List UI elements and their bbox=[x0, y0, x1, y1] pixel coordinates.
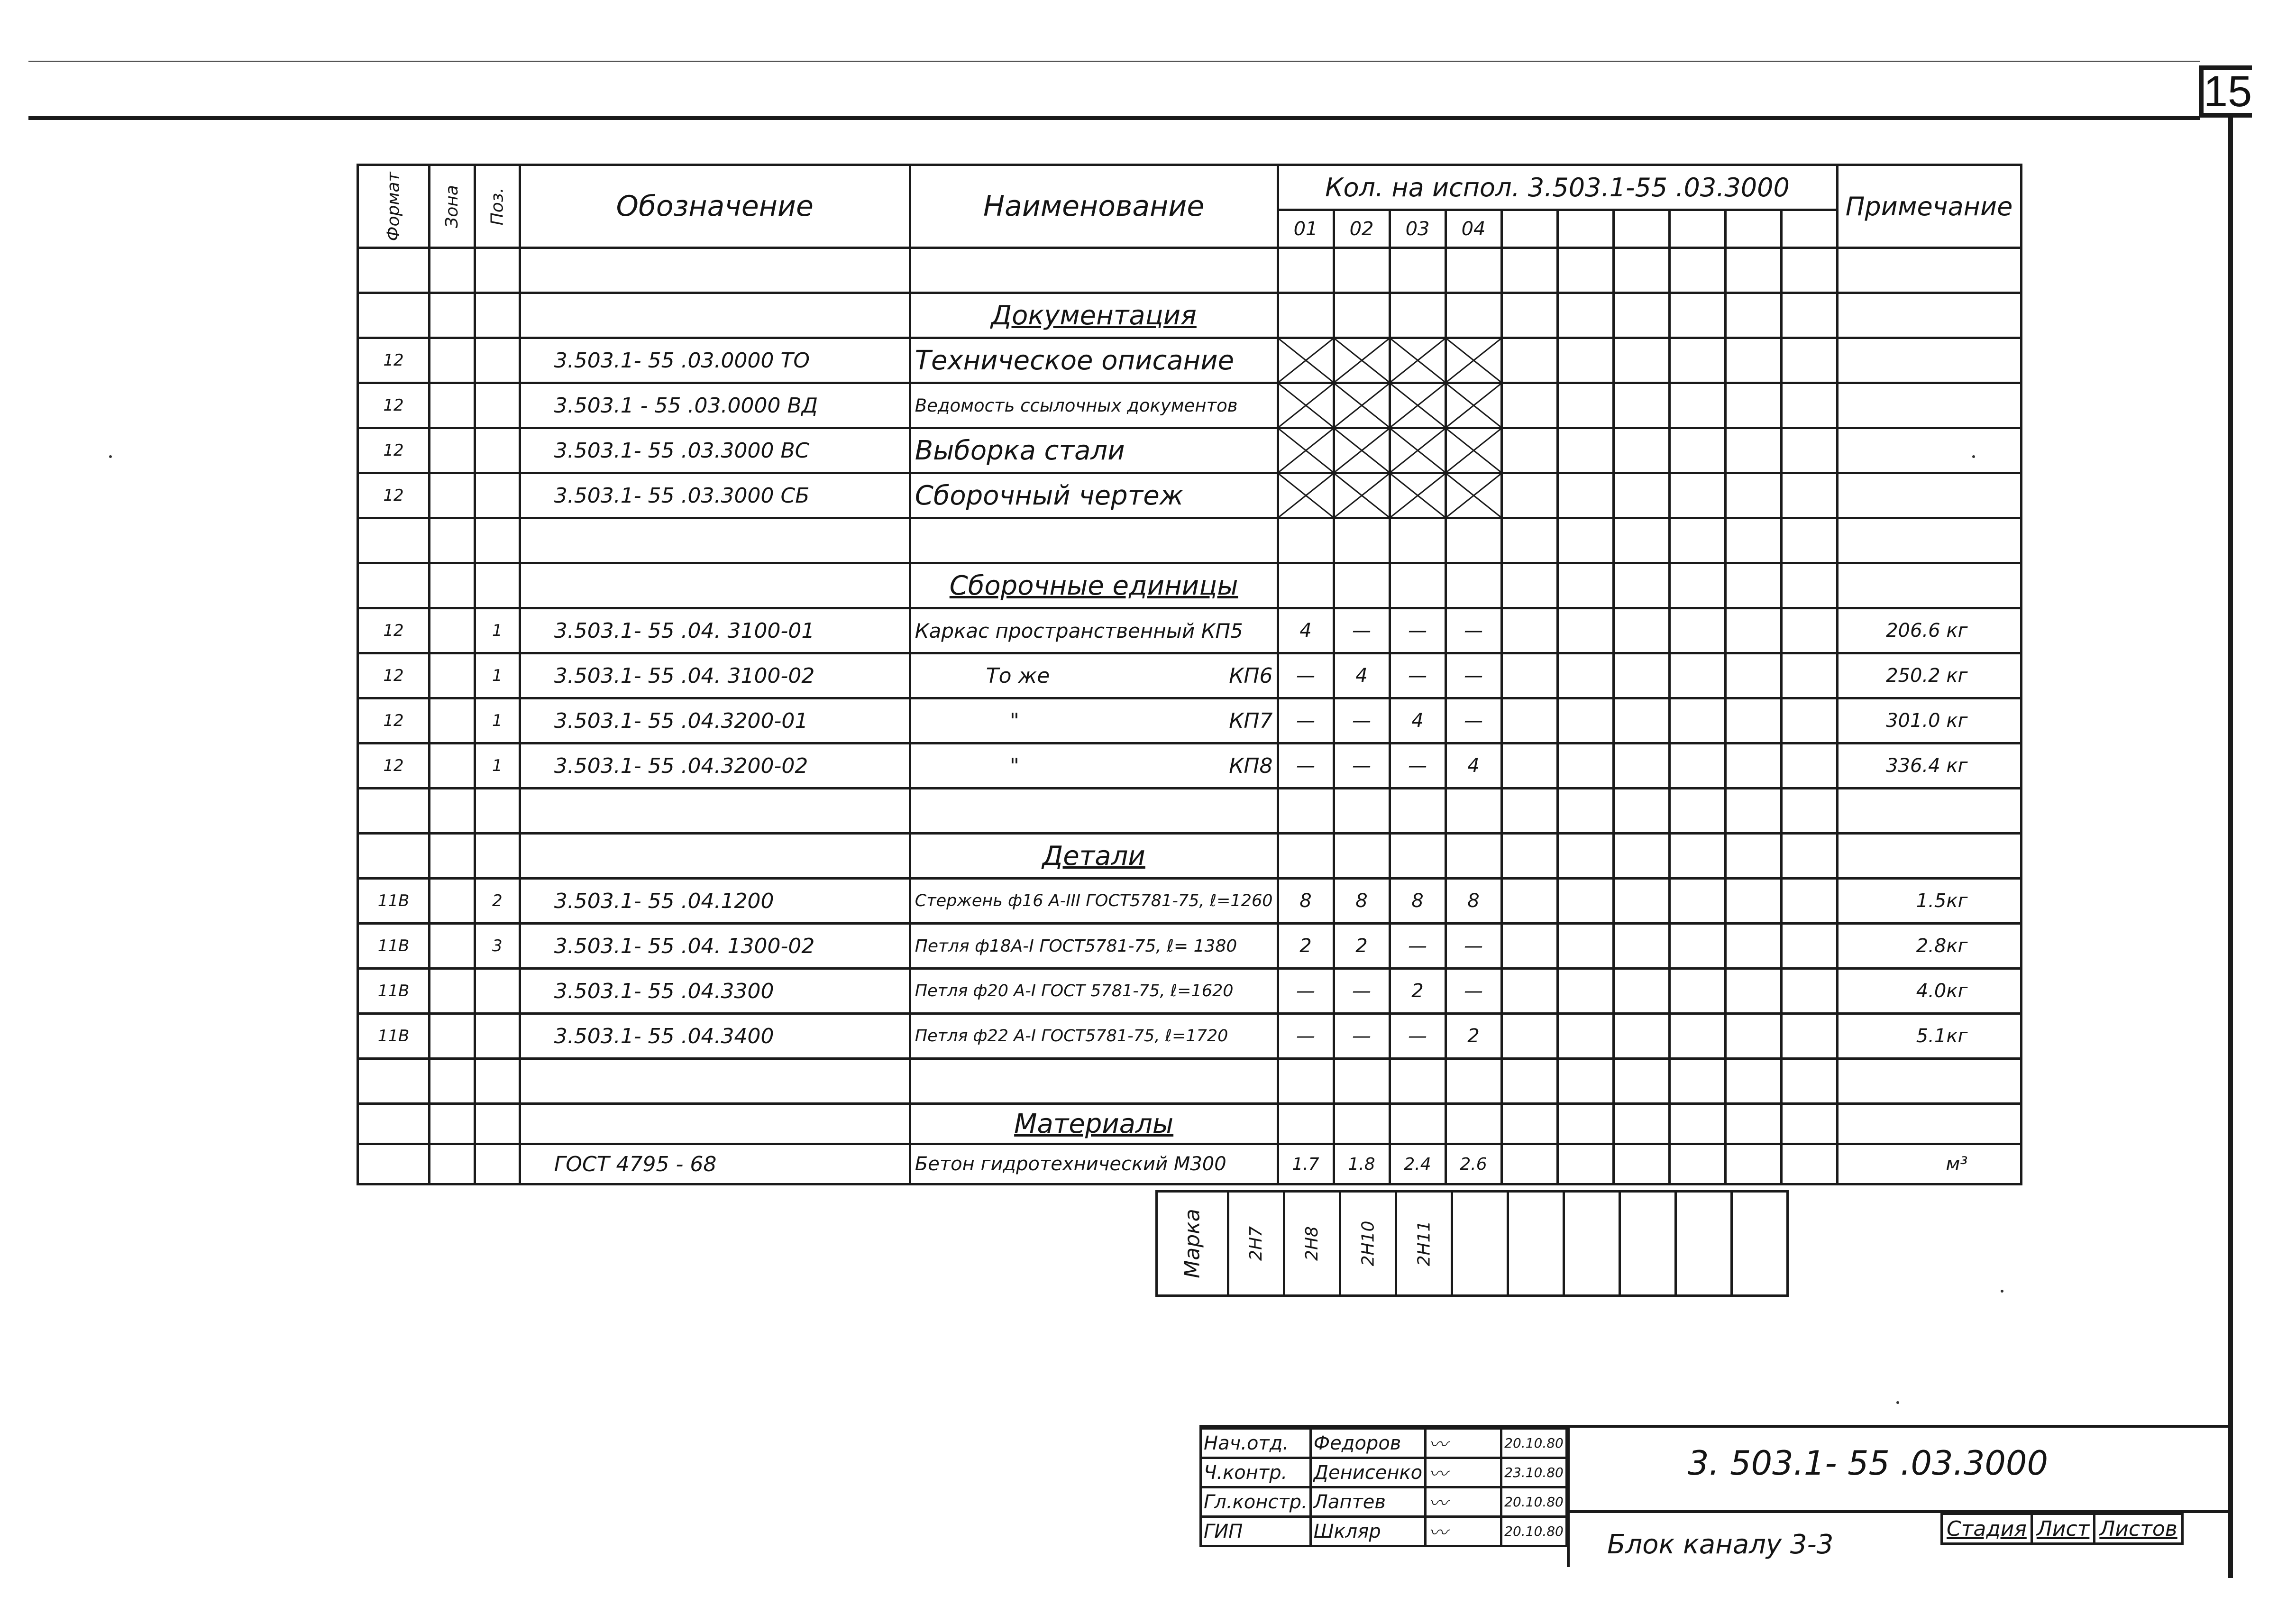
table-row bbox=[358, 428, 2022, 473]
qty-02: 2 bbox=[1334, 924, 1390, 969]
row-note: м³ bbox=[1837, 1144, 2021, 1184]
qty-01: — bbox=[1278, 969, 1334, 1014]
row-format: 11В bbox=[358, 969, 430, 1014]
row-designation: 3.503.1- 55 .04. 1300-02 bbox=[520, 924, 910, 969]
cross-mark bbox=[1278, 428, 1334, 473]
qty-04: 2.6 bbox=[1445, 1144, 1501, 1184]
signature-row: Ч.контр. Денисенко 〰 23.10.80 bbox=[1201, 1458, 1567, 1487]
header-designation: Обозначение bbox=[520, 165, 910, 248]
row-designation: 3.503.1- 55 .04.3300 bbox=[520, 969, 910, 1014]
table-row bbox=[358, 789, 2022, 834]
specification-table bbox=[357, 164, 2022, 1185]
frame-top-line bbox=[28, 116, 2200, 120]
table-row bbox=[358, 653, 2022, 698]
row-designation: 3.503.1 - 55 .03.0000 ВД bbox=[520, 383, 910, 428]
qty-02: — bbox=[1334, 969, 1390, 1014]
table-row bbox=[358, 518, 2022, 563]
marka-strip bbox=[1155, 1190, 1789, 1297]
qty-04: — bbox=[1445, 653, 1501, 698]
signature-icon: 〰 bbox=[1426, 1458, 1501, 1487]
table-row bbox=[358, 608, 2022, 653]
row-designation: 3.503.1- 55 .04.1200 bbox=[520, 879, 910, 924]
signature-row: ГИП Шкляр 〰 20.10.80 bbox=[1201, 1517, 1567, 1546]
qty-04: 2 bbox=[1445, 1014, 1501, 1059]
scan-speck bbox=[1972, 455, 1975, 458]
row-name: Петля ф22 А-I ГОСТ5781-75, ℓ=1720 bbox=[910, 1014, 1278, 1059]
row-name: Бетон гидротехнический М300 bbox=[910, 1144, 1278, 1184]
cross-mark bbox=[1445, 473, 1501, 518]
header-format: Формат bbox=[358, 165, 430, 248]
scan-speck bbox=[2001, 1290, 2003, 1293]
header-exec-02: 02 bbox=[1334, 210, 1390, 248]
row-designation: ГОСТ 4795 - 68 bbox=[520, 1144, 910, 1184]
block-title: Блок каналу 3-3 bbox=[1607, 1529, 1834, 1560]
qty-03: — bbox=[1390, 653, 1445, 698]
marka-value: 2Н10 bbox=[1340, 1192, 1396, 1296]
qty-01: — bbox=[1278, 1014, 1334, 1059]
table-row bbox=[358, 743, 2022, 789]
signature-row: Гл.констр. Лаптев 〰 20.10.80 bbox=[1201, 1487, 1567, 1517]
qty-03: 4 bbox=[1390, 698, 1445, 743]
section-row-documentation bbox=[358, 293, 2022, 338]
qty-01: 8 bbox=[1278, 879, 1334, 924]
section-materials: Материалы bbox=[910, 1104, 1278, 1144]
row-pos: 1 bbox=[475, 743, 520, 789]
table-row bbox=[358, 969, 2022, 1014]
row-name: То же КП6 bbox=[910, 653, 1278, 698]
row-format: 12 bbox=[358, 743, 430, 789]
signature-row: Нач.отд. Федоров 〰 20.10.80 bbox=[1201, 1429, 1567, 1458]
section-row-assembly bbox=[358, 563, 2022, 608]
row-format: 11В bbox=[358, 1014, 430, 1059]
cross-mark bbox=[1334, 338, 1390, 383]
row-designation: 3.503.1- 55 .04.3200-02 bbox=[520, 743, 910, 789]
signature-table bbox=[1199, 1427, 1568, 1547]
row-designation: 3.503.1- 55 .04. 3100-01 bbox=[520, 608, 910, 653]
row-designation: 3.503.1- 55 .04.3200-01 bbox=[520, 698, 910, 743]
signature-icon: 〰 bbox=[1426, 1487, 1501, 1517]
table-row bbox=[358, 879, 2022, 924]
cross-mark bbox=[1390, 473, 1445, 518]
row-pos: 1 bbox=[475, 653, 520, 698]
row-note: 5.1кг bbox=[1837, 1014, 2021, 1059]
row-name: Петля ф20 А-I ГОСТ 5781-75, ℓ=1620 bbox=[910, 969, 1278, 1014]
row-designation: 3.503.1- 55 .03.3000 ВС bbox=[520, 428, 910, 473]
row-note: 4.0кг bbox=[1837, 969, 2021, 1014]
cross-mark bbox=[1390, 428, 1445, 473]
sheet-label: Лист bbox=[2031, 1514, 2095, 1544]
row-format: 12 bbox=[358, 338, 430, 383]
frame-right-line bbox=[2228, 118, 2233, 1578]
qty-01: 2 bbox=[1278, 924, 1334, 969]
header-exec-03: 03 bbox=[1390, 210, 1445, 248]
cross-mark bbox=[1334, 473, 1390, 518]
scan-speck bbox=[1896, 1401, 1899, 1404]
cross-mark bbox=[1278, 383, 1334, 428]
header-zone: Зона bbox=[430, 165, 475, 248]
row-note: 336.4 кг bbox=[1837, 743, 2021, 789]
row-mark: КП5 bbox=[1201, 619, 1243, 642]
row-designation: 3.503.1- 55 .04.3400 bbox=[520, 1014, 910, 1059]
qty-03: — bbox=[1390, 608, 1445, 653]
row-designation: 3.503.1- 55 .03.0000 ТО bbox=[520, 338, 910, 383]
row-designation: 3.503.1- 55 .03.3000 СБ bbox=[520, 473, 910, 518]
row-pos bbox=[475, 969, 520, 1014]
row-name: Петля ф18А-I ГОСТ5781-75, ℓ= 1380 bbox=[910, 924, 1278, 969]
signature-icon: 〰 bbox=[1426, 1517, 1501, 1546]
cross-mark bbox=[1445, 338, 1501, 383]
qty-02: — bbox=[1334, 698, 1390, 743]
section-details: Детали bbox=[910, 834, 1278, 879]
row-name: Сборочный чертеж bbox=[910, 473, 1278, 518]
qty-04: — bbox=[1445, 608, 1501, 653]
qty-04: 4 bbox=[1445, 743, 1501, 789]
table-row bbox=[358, 1144, 2022, 1184]
row-pos: 2 bbox=[475, 879, 520, 924]
qty-01: — bbox=[1278, 653, 1334, 698]
qty-01: — bbox=[1278, 743, 1334, 789]
cross-mark bbox=[1390, 383, 1445, 428]
header-qty-group: Кол. на испол. 3.503.1-55 .03.3000 bbox=[1278, 165, 1837, 210]
cross-mark bbox=[1445, 428, 1501, 473]
row-note: 250.2 кг bbox=[1837, 653, 2021, 698]
qty-02: — bbox=[1334, 608, 1390, 653]
qty-04: — bbox=[1445, 698, 1501, 743]
qty-04: 8 bbox=[1445, 879, 1501, 924]
marka-label: Марка bbox=[1157, 1192, 1228, 1296]
stage-sheet-header bbox=[1940, 1513, 2184, 1545]
row-format: 12 bbox=[358, 698, 430, 743]
table-row bbox=[358, 698, 2022, 743]
qty-01: 4 bbox=[1278, 608, 1334, 653]
header-name: Наименование bbox=[910, 165, 1278, 248]
row-mark: КП8 bbox=[1229, 753, 1273, 778]
table-row bbox=[358, 1059, 2022, 1104]
header-row-1 bbox=[358, 165, 2022, 210]
marka-value: 2Н11 bbox=[1396, 1192, 1452, 1296]
frame-top-thin-line bbox=[28, 61, 2200, 62]
row-format: 12 bbox=[358, 608, 430, 653]
row-format: 11В bbox=[358, 924, 430, 969]
sheets-label: Листов bbox=[2095, 1514, 2182, 1544]
qty-02: — bbox=[1334, 1014, 1390, 1059]
row-name: " КП7 bbox=[910, 698, 1278, 743]
cross-mark bbox=[1390, 338, 1445, 383]
row-name: Каркас пространственный КП5 bbox=[910, 608, 1278, 653]
header-pos: Поз. bbox=[475, 165, 520, 248]
row-mark: КП6 bbox=[1229, 663, 1273, 688]
row-format: 12 bbox=[358, 383, 430, 428]
document-code: 3. 503.1- 55 .03.3000 bbox=[1688, 1444, 2048, 1483]
qty-01: 1.7 bbox=[1278, 1144, 1334, 1184]
qty-03: 2 bbox=[1390, 969, 1445, 1014]
row-mark: КП7 bbox=[1229, 708, 1273, 733]
table-row bbox=[358, 248, 2022, 293]
section-documentation: Документация bbox=[910, 293, 1278, 338]
row-name: Выборка стали bbox=[910, 428, 1278, 473]
row-pos: 1 bbox=[475, 608, 520, 653]
row-name: Ведомость ссылочных документов bbox=[910, 383, 1278, 428]
row-format: 12 bbox=[358, 473, 430, 518]
qty-01: — bbox=[1278, 698, 1334, 743]
cross-mark bbox=[1278, 473, 1334, 518]
header-note: Примечание bbox=[1837, 165, 2021, 248]
qty-02: 8 bbox=[1334, 879, 1390, 924]
qty-02: 4 bbox=[1334, 653, 1390, 698]
row-pos: 3 bbox=[475, 924, 520, 969]
cross-mark bbox=[1278, 338, 1334, 383]
signature-icon: 〰 bbox=[1426, 1429, 1501, 1458]
cross-mark bbox=[1334, 428, 1390, 473]
qty-02: — bbox=[1334, 743, 1390, 789]
row-pos bbox=[475, 1014, 520, 1059]
qty-04: — bbox=[1445, 969, 1501, 1014]
row-format: 11В bbox=[358, 879, 430, 924]
scan-speck bbox=[109, 455, 112, 458]
row-note: 1.5кг bbox=[1837, 879, 2021, 924]
row-pos: 1 bbox=[475, 698, 520, 743]
table-row bbox=[358, 473, 2022, 518]
table-row bbox=[358, 924, 2022, 969]
row-designation: 3.503.1- 55 .04. 3100-02 bbox=[520, 653, 910, 698]
row-format: 12 bbox=[358, 428, 430, 473]
section-assembly: Сборочные единицы bbox=[910, 563, 1278, 608]
qty-02: 1.8 bbox=[1334, 1144, 1390, 1184]
section-row-materials bbox=[358, 1104, 2022, 1144]
marka-value: 2Н8 bbox=[1284, 1192, 1340, 1296]
section-row-details bbox=[358, 834, 2022, 879]
marka-value: 2Н7 bbox=[1228, 1192, 1284, 1296]
qty-03: 2.4 bbox=[1390, 1144, 1445, 1184]
stage-label: Стадия bbox=[1942, 1514, 2032, 1544]
row-name: Техническое описание bbox=[910, 338, 1278, 383]
qty-03: — bbox=[1390, 743, 1445, 789]
row-note: 301.0 кг bbox=[1837, 698, 2021, 743]
qty-03: 8 bbox=[1390, 879, 1445, 924]
table-row bbox=[358, 383, 2022, 428]
row-format: 12 bbox=[358, 653, 430, 698]
row-name: " КП8 bbox=[910, 743, 1278, 789]
cross-mark bbox=[1334, 383, 1390, 428]
qty-03: — bbox=[1390, 924, 1445, 969]
header-exec-01: 01 bbox=[1278, 210, 1334, 248]
qty-03: — bbox=[1390, 1014, 1445, 1059]
table-row bbox=[358, 338, 2022, 383]
table-row bbox=[358, 1014, 2022, 1059]
row-note: 206.6 кг bbox=[1837, 608, 2021, 653]
header-exec-04: 04 bbox=[1445, 210, 1501, 248]
cross-mark bbox=[1445, 383, 1501, 428]
row-note: 2.8кг bbox=[1837, 924, 2021, 969]
qty-04: — bbox=[1445, 924, 1501, 969]
row-name: Стержень ф16 А-III ГОСТ5781-75, ℓ=1260 bbox=[910, 879, 1278, 924]
sheet-number: 15 bbox=[2199, 65, 2252, 118]
